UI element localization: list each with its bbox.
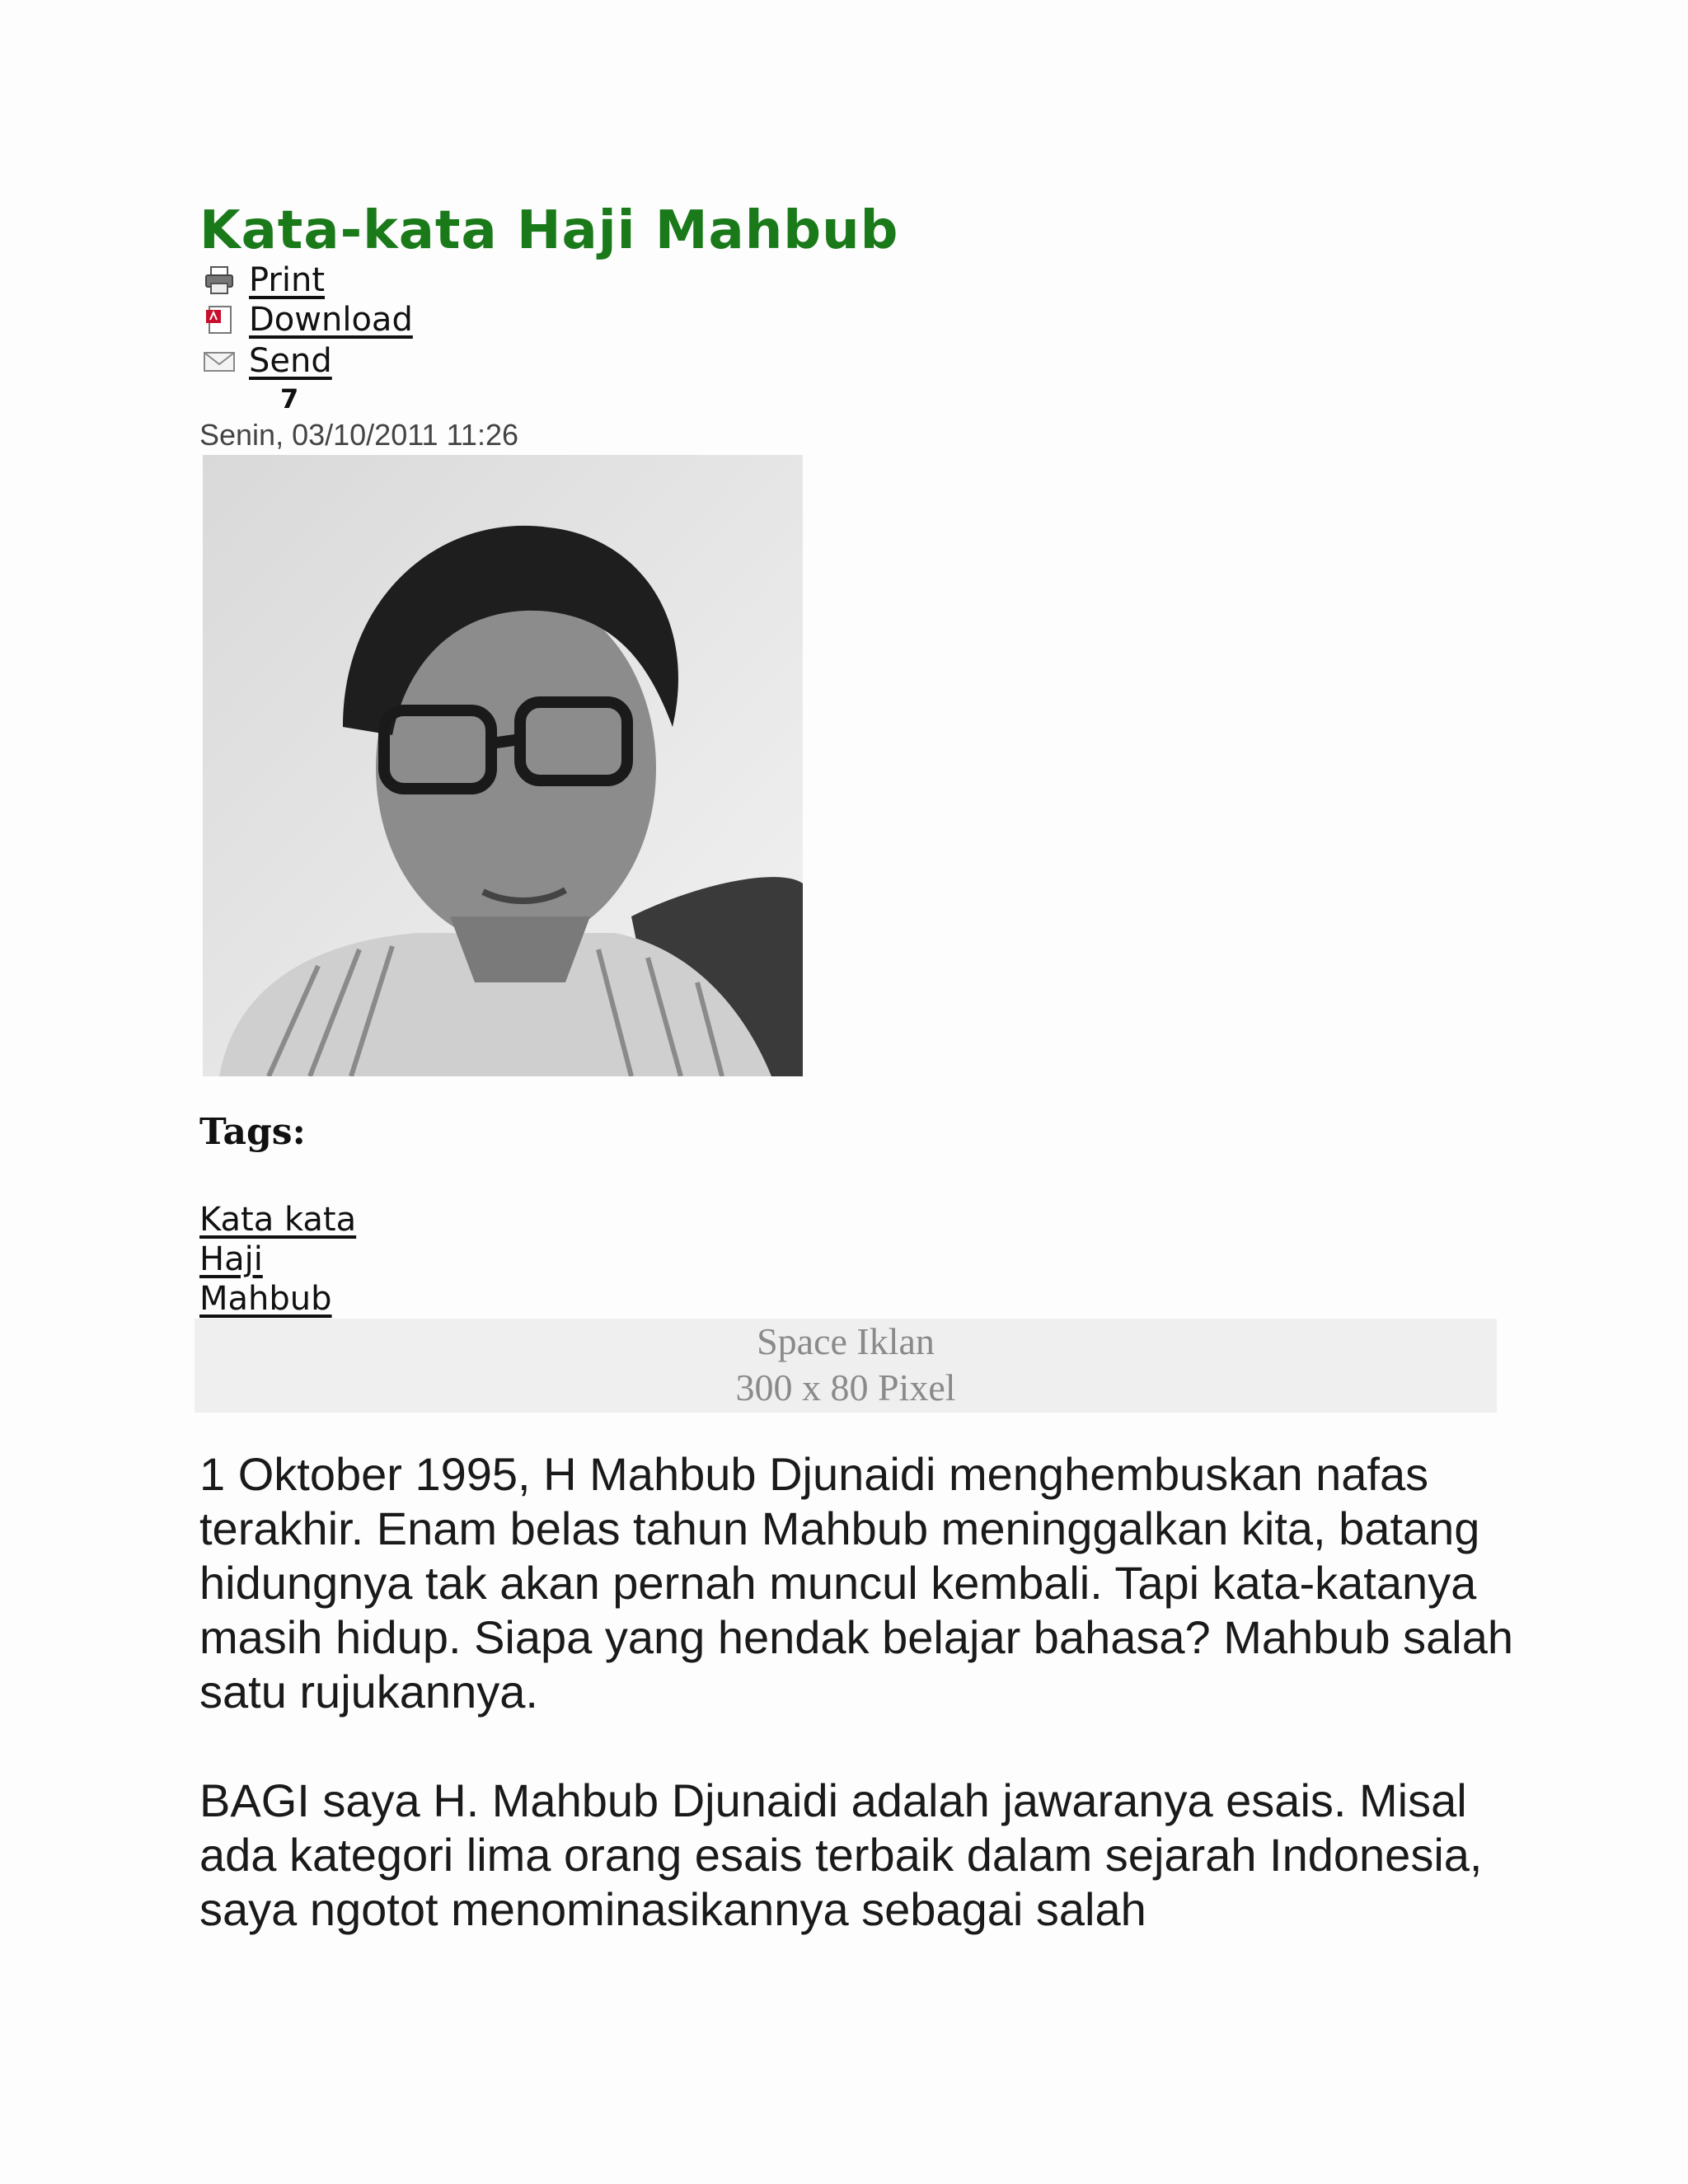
printer-icon[interactable] xyxy=(203,264,236,297)
author-photo xyxy=(203,455,803,1076)
ad-size: 300 x 80 Pixel xyxy=(735,1366,956,1408)
print-link[interactable]: Print xyxy=(249,261,326,299)
body-paragraph: BAGI saya H. Mahbub Djunaidi adalah jawaranya esais. Misal ada kategori lima orang esais terbaik dalam sejarah Indonesia, saya ngotot menominasikannya sebagai salah xyxy=(199,1774,1483,1935)
ad-space xyxy=(195,1319,1497,1413)
send-action[interactable] xyxy=(203,341,332,381)
publish-date: Senin, 03/10/2011 11:26 xyxy=(199,418,518,452)
tag-link[interactable]: Kata kata xyxy=(199,1201,357,1239)
tag-link[interactable]: Haji xyxy=(199,1240,263,1278)
ad-title: Space Iklan xyxy=(757,1320,935,1362)
download-link[interactable]: Download xyxy=(249,301,413,339)
download-action[interactable] xyxy=(203,300,413,340)
tag-link[interactable]: Mahbub xyxy=(199,1280,332,1318)
pdf-icon[interactable] xyxy=(203,303,236,336)
send-link[interactable]: Send xyxy=(249,342,332,380)
body-paragraph: 1 Oktober 1995, H Mahbub Djunaidi menghembuskan nafas terakhir. Enam belas tahun Mahbub meninggalkan kita, batang hidungnya tak akan pernah muncul kembali. Tapi kata-katanya masih hidup. Siapa yang hendak belajar bahasa? Mahbub salah satu rujukannya. xyxy=(199,1448,1514,1718)
share-counter: 7 xyxy=(280,383,299,415)
tags-label: Tags: xyxy=(199,1111,306,1153)
envelope-icon[interactable] xyxy=(203,344,236,377)
print-action[interactable] xyxy=(203,260,325,300)
article-title: Kata-kata Haji Mahbub xyxy=(199,200,899,261)
